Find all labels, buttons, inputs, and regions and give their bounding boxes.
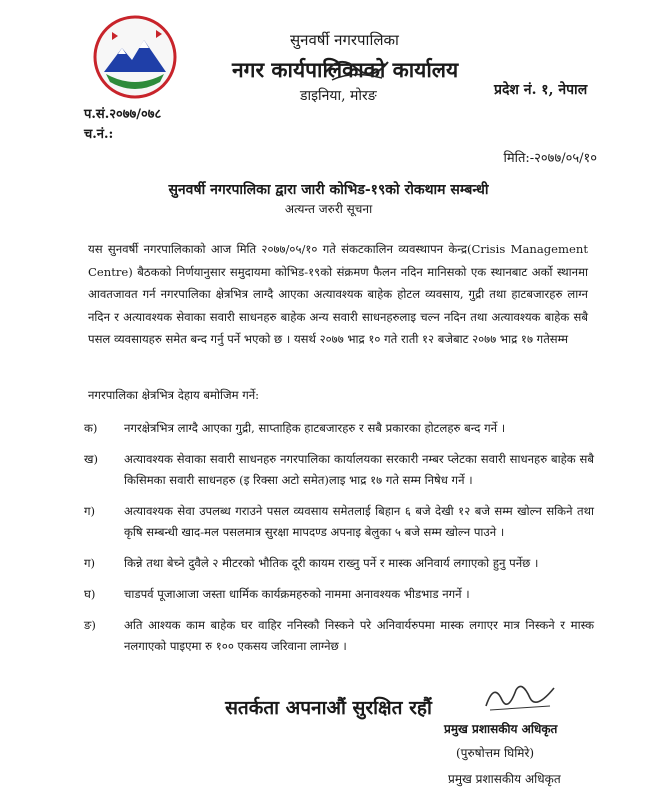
notice-subtitle: अत्यन्त जरुरी सूचना (284, 202, 373, 216)
list-item-text: अत्यावश्यक सेवाका सवारी साधनहरु नगरपालिका कार्यालयका सरकारी नम्बर प्लेटका सवारी साधनहरु बाहेक सबै किसिमका सवारी साधनहरु (इ रिक्सा अटो समेत)लाइ भाद्र १७ गते सम्म निषेध गर्ने । (124, 452, 594, 487)
list-item-text: अत्यावश्यक सेवा उपलब्ध गराउने पसल व्यवसाय समेतलाई बिहान ६ बजे देखी १२ बजे सम्म खोल्न सकिने तथा कृषि सम्बन्धी खाद-मल पसलमात्र सुरक्षा मापदण्ड अपनाइ बेलुका ५ बजे सम्म खोल्न पाउने । (124, 504, 594, 539)
dispatch-number: च.नं.: (84, 127, 114, 142)
list-item (84, 553, 594, 574)
list-marker: ख) (84, 452, 99, 466)
list-item (84, 418, 594, 439)
directive-intro: नगरपालिका क्षेत्रभित्र देहाय बमोजिम गर्ने: (88, 388, 260, 402)
list-marker: ग) (84, 556, 96, 570)
safety-slogan: सतर्कता अपनाऔं सुरक्षित रहौं (225, 697, 432, 719)
reference-number: प.सं.२०७७/०७८ (84, 107, 162, 122)
signatory-name: (पुरुषोत्तम घिमिरे) (456, 746, 535, 760)
list-item-text: नगरक्षेत्रभित्र लाग्दै आएका गुद्री, साप्ताहिक हाटबजारहरु र सबै प्रकारका होटलहरु बन्द गर्ने । (124, 421, 506, 435)
notice-body: यस सुनवर्षी नगरपालिकाको आज मिति २०७७/०५/१० गते संकटकालिन व्यवस्थापन केन्द्र(Crisis Management Centre) बैठकको निर्णयानुसार समुदायमा कोभिड-१९को संक्रमण फैलन नदिन मानिसको एक स्थानबाट अर्को स्थानमा आवतजावत गर्न नगरपालिका क्षेत्रभित्र लाग्दै आएका अत्यावश्यक बाहेक होटल व्यवसाय, गुद्री तथा हाटबजारहरु लाग्न नदिन र अत्यावश्यक सेवाका सवारी साधनहरु बाहेक अन्य सवारी साधनहरुलाइ चल्न नदिन तथा अत्यावश्यक बाहेक सबै पसल व्यवसायहरु समेत बन्द गर्नु पर्ने भएको छ । यसर्थ २०७७ भाद्र १० गते राती १२ बजेबाट २०७७ भाद्र १७ गतेसम्म (88, 242, 588, 347)
notice-title: सुनवर्षी नगरपालिका द्वारा जारी कोभिड-१९को रोकथाम सम्बन्धी (168, 182, 489, 198)
notice-date: मिति:-२०७७/०५/१० (503, 151, 597, 166)
nepal-emblem-icon (92, 14, 178, 100)
list-item (84, 501, 594, 543)
list-marker: ग) (84, 504, 96, 518)
org-name: सुनवर्षी नगरपालिका (290, 31, 399, 49)
list-marker: ङ) (84, 618, 96, 632)
list-marker: घ) (84, 587, 96, 601)
list-marker: क) (84, 421, 98, 435)
list-item (84, 449, 594, 491)
list-item-text: किन्ने तथा बेच्ने दुवैले २ मीटरको भौतिक दूरी कायम राख्नु पर्ने र मास्क अनिवार्य लगाएको हुनु पर्नेछ । (124, 556, 539, 570)
province-label: प्रदेश नं. १, नेपाल (494, 82, 588, 98)
signature-icon (480, 676, 560, 716)
signatory-title: प्रमुख प्रशासकीय अधिकृत (444, 722, 558, 736)
list-item-text: चाडपर्व पूजाआजा जस्ता धार्मिक कार्यक्रमहरुको नाममा अनावश्यक भीडभाड नगर्ने । (124, 587, 470, 601)
signatory-designation: प्रमुख प्रशासकीय अधिकृत (448, 772, 561, 786)
office-address: डाइनिया, मोरङ (300, 88, 377, 104)
office-name: नगर कार्यपालिकाको कार्यालय (232, 57, 459, 82)
list-item-text: अति आश्यक काम बाहेक घर वाहिर ननिस्कौ निस्कने परे अनिवार्यरुपमा मास्क लगाएर मात्र निस्कने र मास्क नलगाएको पाइएमा रु १०० एकसय जरिवाना लाग्नेछ । (124, 618, 594, 653)
list-item (84, 615, 594, 657)
office-stamp-icon (322, 52, 392, 86)
list-item (84, 584, 594, 605)
directive-list (84, 418, 594, 667)
